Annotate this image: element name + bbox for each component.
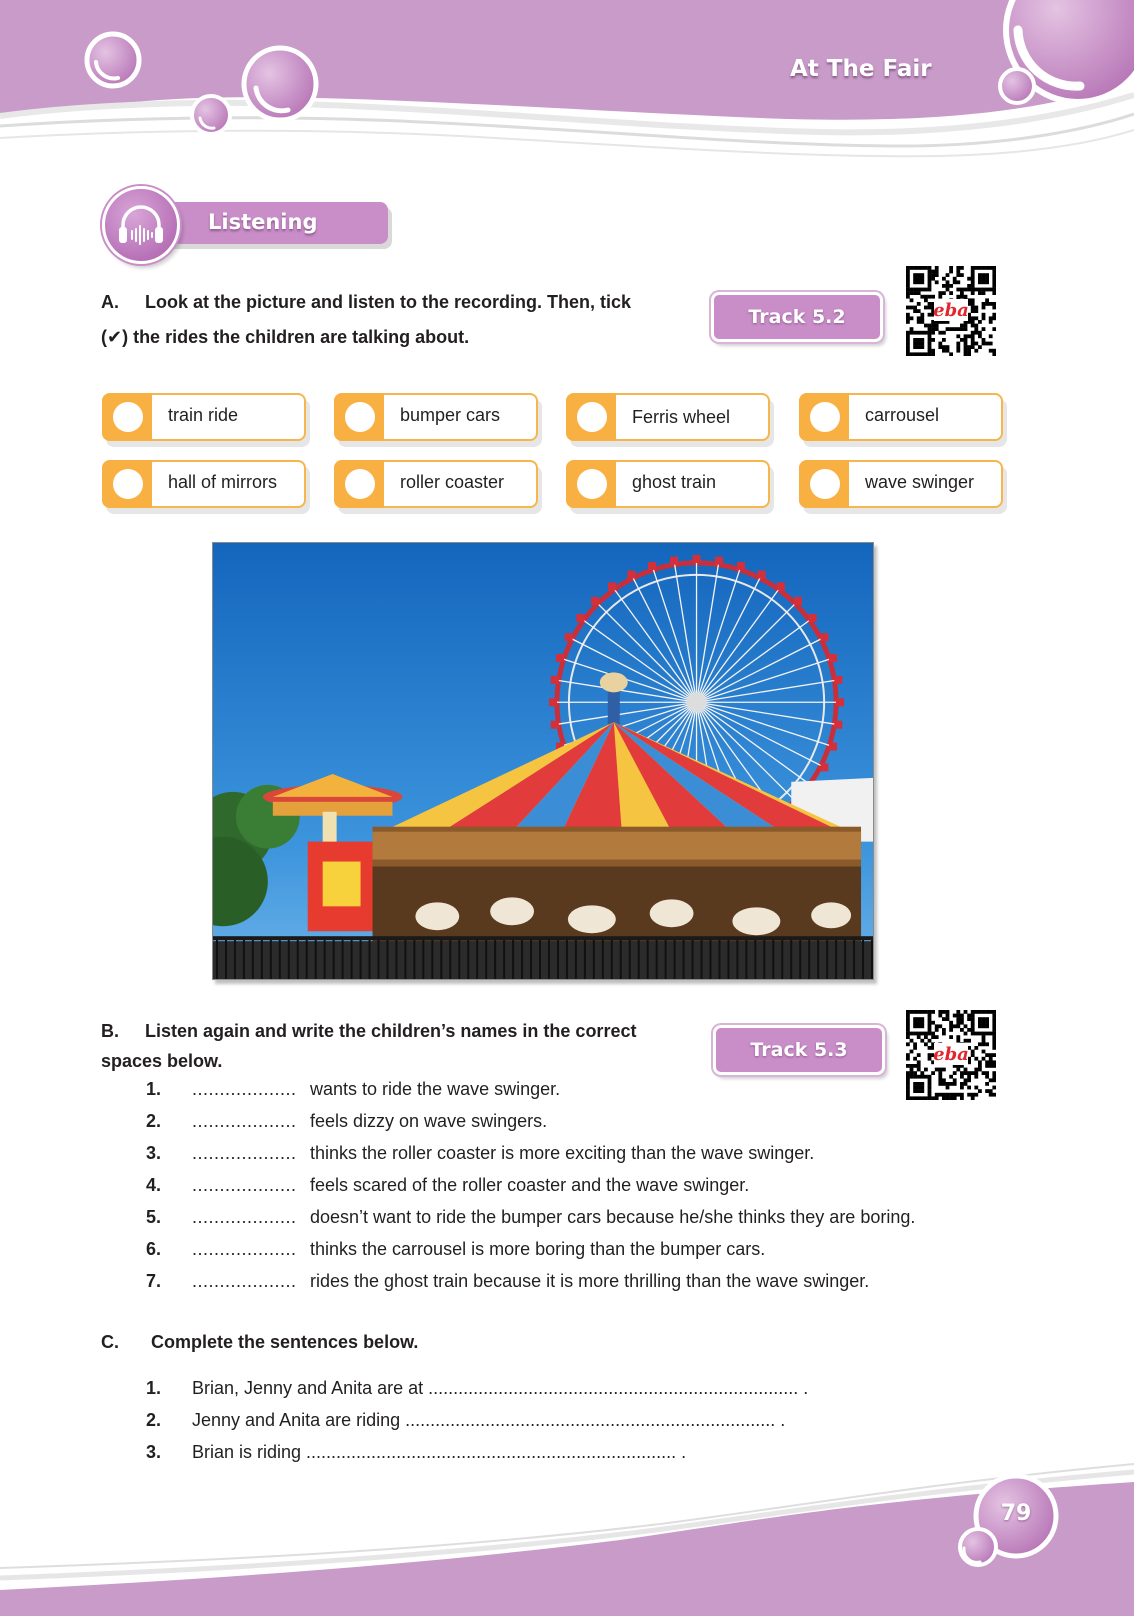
option-bumper-cars [334, 393, 542, 445]
item-text: doesn’t want to ride the bumper cars because he/she thinks they are boring. [310, 1207, 916, 1227]
exercise-b-line1: Listen again and write the children’s names in the correct [145, 1021, 637, 1041]
header-decoration [0, 0, 1134, 175]
section-badge-label: Listening [208, 210, 318, 234]
exercise-a-line1: Look at the picture and listen to the recording. Then, tick [145, 292, 632, 312]
sentence-text[interactable]: Jenny and Anita are riding .......................................................................... . [192, 1410, 786, 1430]
track-5-2-button[interactable]: Track 5.2 [711, 292, 883, 342]
sentence-text[interactable]: Brian is riding .......................................................................... . [192, 1442, 687, 1462]
chapter-title: At The Fair [790, 56, 932, 82]
item-number: 6. [146, 1239, 162, 1259]
exercise-c-instruction [101, 1325, 418, 1360]
headphones-icon [115, 199, 167, 251]
exercise-b-line2: spaces below. [101, 1051, 223, 1071]
qr-logo-text: eba [933, 300, 969, 321]
option-wave-swinger [799, 460, 1007, 512]
item-text: thinks the roller coaster is more exciting than the wave swinger. [310, 1143, 815, 1163]
item-number: 2. [146, 1111, 162, 1131]
item-number: 3. [146, 1442, 162, 1462]
item-number: 3. [146, 1143, 162, 1163]
option-label: roller coaster [400, 472, 505, 492]
option-checkbox[interactable] [810, 469, 840, 499]
fair-photo [212, 542, 874, 980]
item-number: 5. [146, 1207, 162, 1227]
item-text: thinks the carrousel is more boring than the bumper cars. [310, 1239, 766, 1259]
answer-blank[interactable]: ................... [192, 1175, 297, 1195]
answer-blank[interactable]: ................... [192, 1079, 297, 1099]
option-train-ride [102, 393, 310, 445]
item-text: wants to ride the wave swinger. [310, 1079, 561, 1099]
item-number: 2. [146, 1410, 162, 1430]
option-carrousel [799, 393, 1007, 445]
option-label: Ferris wheel [632, 407, 731, 427]
option-checkbox[interactable] [345, 402, 375, 432]
option-checkbox[interactable] [577, 402, 607, 432]
page-number: 79 [1000, 1501, 1032, 1526]
option-checkbox[interactable] [577, 469, 607, 499]
option-checkbox[interactable] [113, 402, 143, 432]
exercise-a-instruction [101, 285, 631, 355]
item-text: feels dizzy on wave swingers. [310, 1111, 548, 1131]
option-ferris-wheel [566, 393, 774, 445]
section-badge-listening [102, 186, 402, 264]
item-number: 4. [146, 1175, 162, 1195]
item-number: 1. [146, 1079, 162, 1099]
item-text: feels scared of the roller coaster and the wave swinger. [310, 1175, 750, 1195]
option-roller-coaster [334, 460, 542, 512]
exercise-c-letter: C. [101, 1332, 119, 1352]
exercise-a-line2: (✔) the rides the children are talking about. [101, 327, 470, 347]
qr-logo-text: eba [933, 1044, 969, 1065]
option-label: wave swinger [865, 472, 975, 492]
item-number: 1. [146, 1378, 162, 1398]
footer-decoration [0, 1440, 1134, 1616]
answer-blank[interactable]: ................... [192, 1143, 297, 1163]
answer-blank[interactable]: ................... [192, 1207, 297, 1227]
section-badge-circle [102, 186, 180, 264]
item-number: 7. [146, 1271, 162, 1291]
qr-code-track-5-3[interactable] [906, 1010, 996, 1100]
option-hall-of-mirrors [102, 460, 310, 512]
exercise-a-letter: A. [101, 292, 119, 312]
option-checkbox[interactable] [113, 469, 143, 499]
answer-blank[interactable]: ................... [192, 1239, 297, 1259]
option-label: train ride [168, 405, 239, 425]
answer-blank[interactable]: ................... [192, 1111, 297, 1131]
option-label: ghost train [632, 472, 717, 492]
option-label: bumper cars [400, 405, 501, 425]
qr-code-track-5-2[interactable] [906, 266, 996, 356]
option-label: carrousel [865, 405, 940, 425]
sentence-text[interactable]: Brian, Jenny and Anita are at .......................................................................... . [192, 1378, 809, 1398]
exercise-c-line: Complete the sentences below. [151, 1332, 419, 1352]
option-checkbox[interactable] [345, 469, 375, 499]
track-5-3-button[interactable]: Track 5.3 [713, 1025, 885, 1075]
option-checkbox[interactable] [810, 402, 840, 432]
exercise-b-instruction [101, 1016, 636, 1076]
exercise-b-letter: B. [101, 1021, 119, 1041]
option-label: hall of mirrors [168, 472, 278, 492]
item-text: rides the ghost train because it is more thrilling than the wave swinger. [310, 1271, 870, 1291]
option-ghost-train [566, 460, 774, 512]
answer-blank[interactable]: ................... [192, 1271, 297, 1291]
